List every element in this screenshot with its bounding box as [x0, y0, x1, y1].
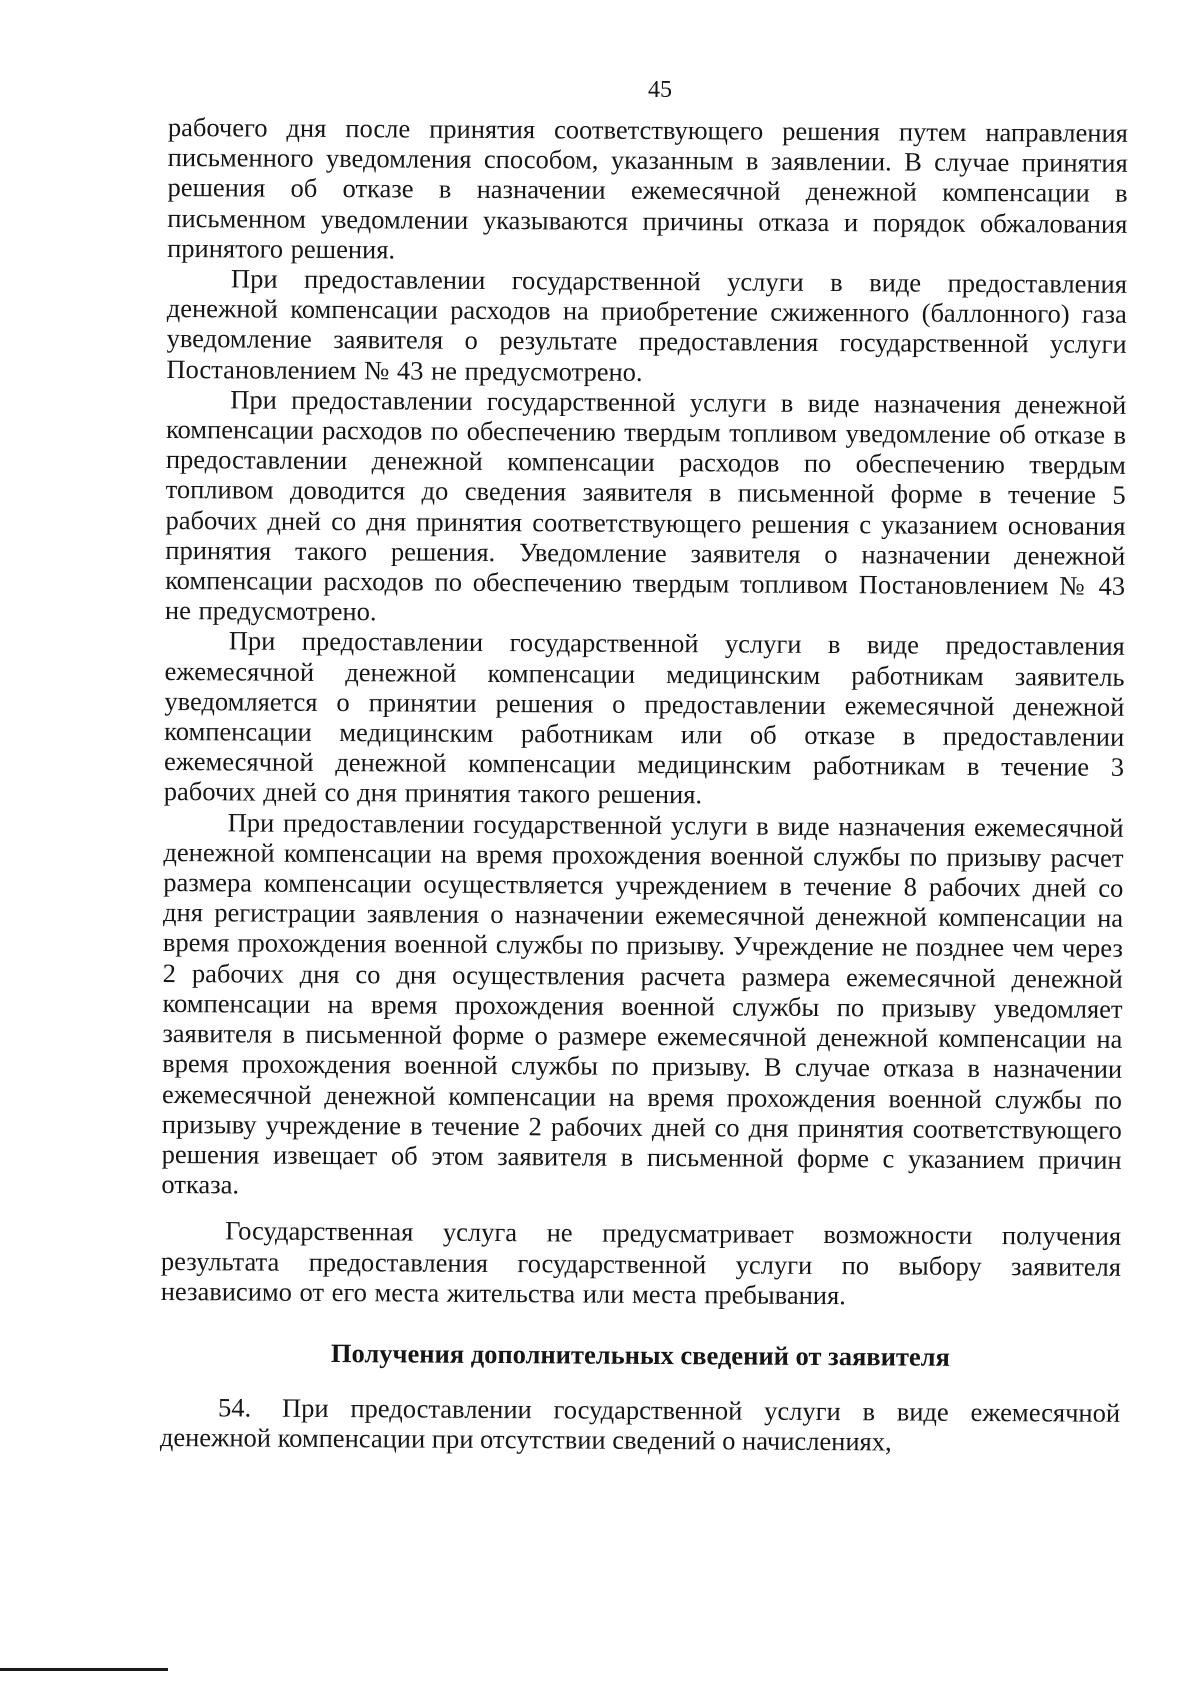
footnote-separator-line	[0, 1668, 168, 1671]
item-number: 54.	[217, 1392, 252, 1423]
section-heading: Получения дополнительных сведений от заявителя	[330, 1337, 951, 1372]
paragraph-medical-workers: При предоставлении государственной услуги в виде предоставления ежемесячной денежной компенсации медицинским работникам заявитель уведомляется о принятии решения о предоставлении ежемесячной денежной компенсации медицинским работникам или об отказе в предоставлении ежемесячной денежной компенсации медицинским работникам в течение 3 рабочих дней со дня принятия такого решения.	[163, 625, 1125, 810]
page-number: 45	[648, 77, 672, 103]
paragraph-continuation: рабочего дня после принятия соответствующего решения путем направления письменного уведомления способом, указанным в заявлении. В случае принятия решения об отказе в назначении ежемесячной денежной компенсации в письменном уведомлении указываются причины отказа и порядок обжалования принятого решения.	[167, 112, 1128, 265]
paragraph-military-service: При предоставлении государственной услуги в виде назначения ежемесячной денежной компенсации на время прохождения военной службы по призыву расчет размера компенсации осуществляется учреждением в течение 8 рабочих дней со дня регистрации заявления о назначении ежемесячной денежной компенсации на время прохождения военной службы по призыву. Учреждение не позднее чем через 2 рабочих дня со дня осуществления расчета размера ежемесячной денежной компенсации на время прохождения военной службы по призыву уведомляет заявителя в письменной форме о размере ежемесячной денежной компенсации на время прохождения военной службы по призыву. В случае отказа в назначении ежемесячной денежной компенсации на время прохождения военной службы по призыву учреждение в течение 2 рабочих дней со дня принятия соответствующего решения извещает об этом заявителя в письменной форме с указанием причин отказа.	[161, 807, 1124, 1200]
paragraph-place-of-residence: Государственная услуга не предусматривает возможности получения результата предоставления государственной услуги по выбору заявителя независимо от его места жительства или места пребывания.	[160, 1215, 1122, 1310]
paragraph-solid-fuel: При предоставлении государственной услуги в виде назначения денежной компенсации расходов по обеспечению твердым топливом уведомление об отказе в предоставлении денежной компенсации расходов по обеспечению твердым топливом доводится до сведения заявителя в письменной форме в течение 5 рабочих дней со дня принятия соответствующего решения с указанием основания принятия такого решения. Уведомление заявителя о назначении денежной компенсации расходов по обеспечению твердым топливом Постановлением № 43 не предусмотрено.	[164, 384, 1127, 627]
numbered-item-54	[160, 1392, 1120, 1458]
document-body	[160, 112, 1128, 1458]
item-text: При предоставлении государственной услуги в виде ежемесячной денежной компенсации при отсутствии сведений о начислениях,	[159, 1392, 1121, 1457]
paragraph-liquefied-gas: При предоставлении государственной услуги в виде предоставления денежной компенсации расходов на приобретение сжиженного (баллонного) газа уведомление заявителя о результате предоставления государственной услуги Постановлением № 43 не предусмотрено.	[166, 263, 1128, 387]
